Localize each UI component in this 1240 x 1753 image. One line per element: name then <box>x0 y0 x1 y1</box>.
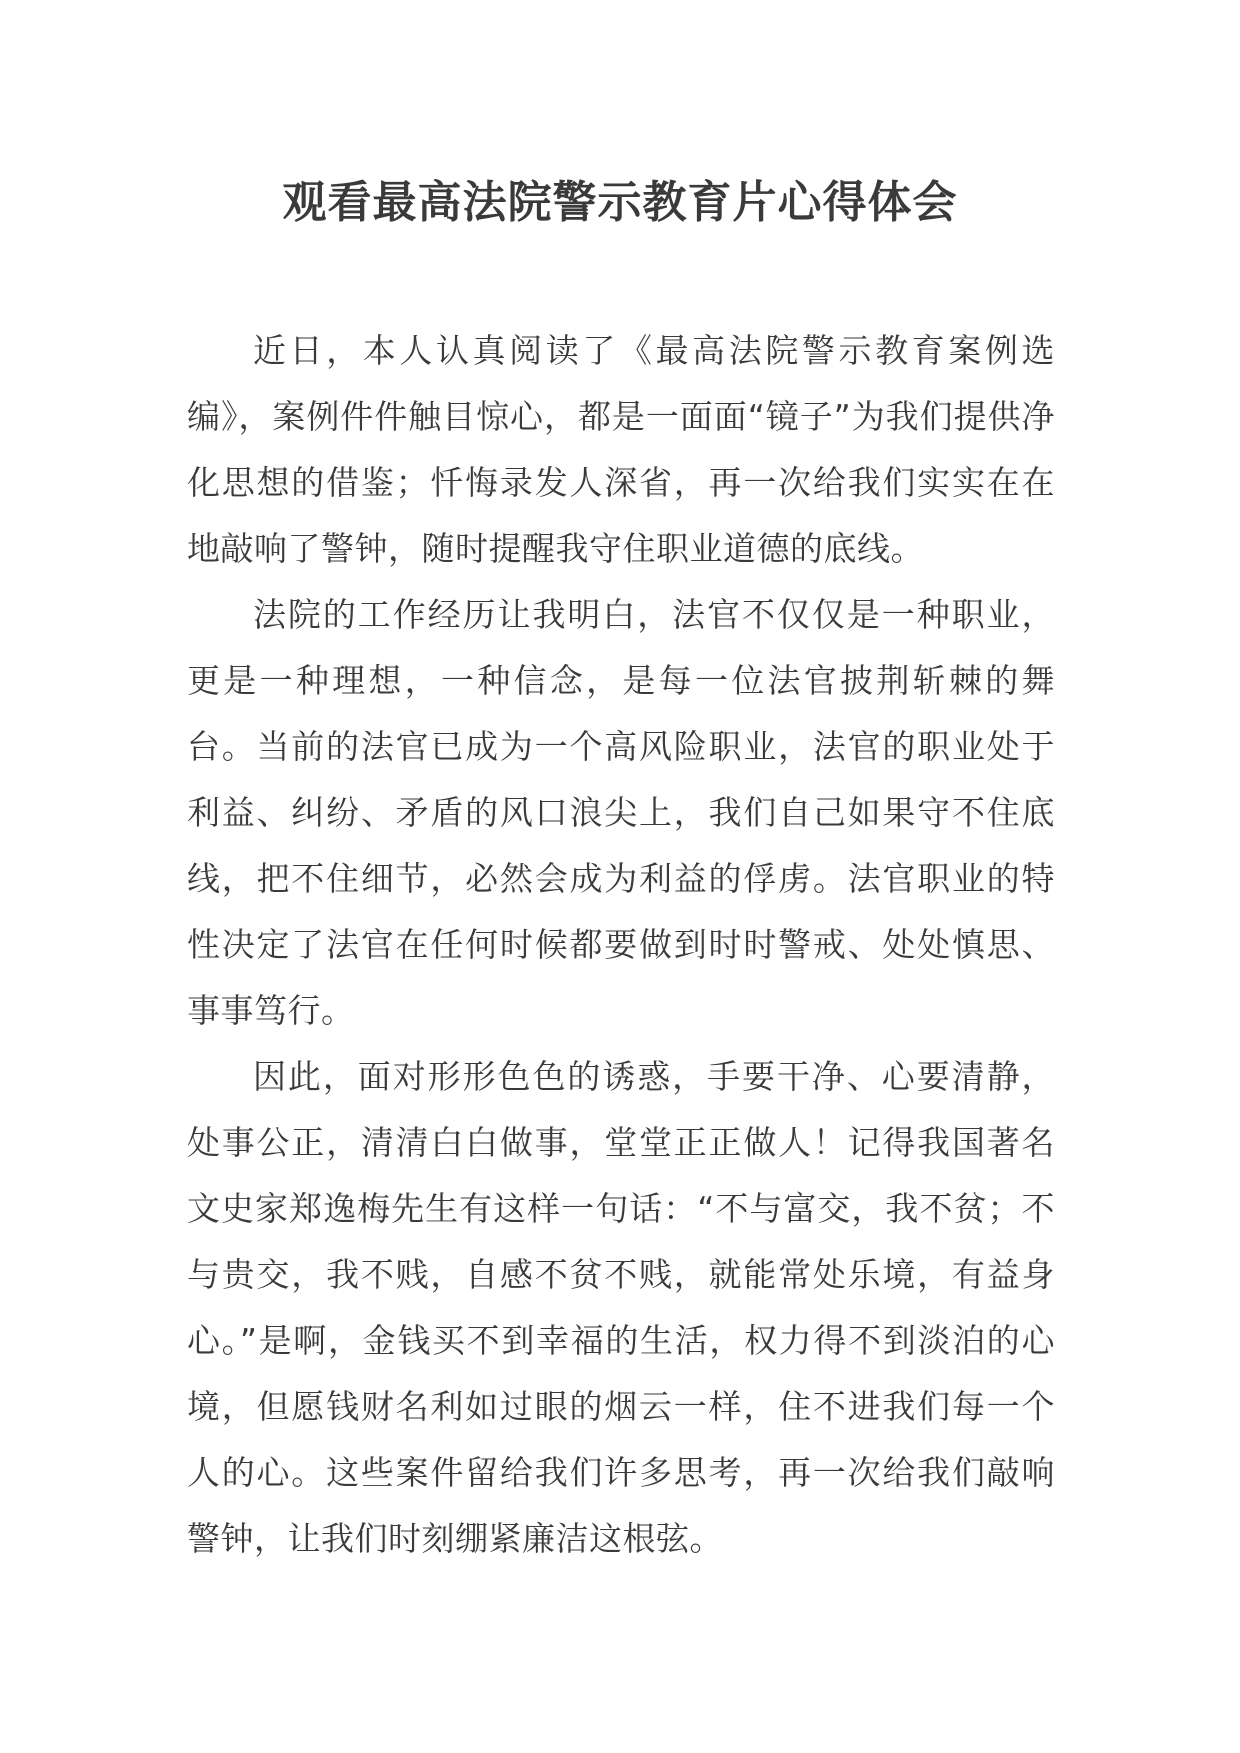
paragraph-2: 法院的工作经历让我明白，法官不仅仅是一种职业，更是一种理想，一种信念，是每一位法官披荆斩棘的舞台。当前的法官已成为一个高风险职业，法官的职业处于利益、纠纷、矛盾的风口浪尖上，我们自己如果守不住底线，把不住细节，必然会成为利益的俘虏。法官职业的特性决定了法官在任何时候都要做到时时警戒、处处慎思、事事笃行。 <box>187 595 1055 1030</box>
paragraph-3: 因此，面对形形色色的诱惑，手要干净、心要清静，处事公正，清清白白做事，堂堂正正做人！记得我国著名文史家郑逸梅先生有这样一句话：“不与富交，我不贫；不与贵交，我不贱，自感不贫不贱，就能常处乐境，有益身心。”是啊，金钱买不到幸福的生活，权力得不到淡泊的心境，但愿钱财名利如过眼的烟云一样，住不进我们每一个人的心。这些案件留给我们许多思考，再一次给我们敲响警钟，让我们时刻绷紧廉洁这根弦。 <box>187 1057 1055 1558</box>
page-title: 观看最高法院警示教育片心得体会 <box>282 177 958 228</box>
document-body <box>187 318 1055 1572</box>
paragraph-1: 近日，本人认真阅读了《最高法院警示教育案例选编》，案例件件触目惊心，都是一面面“镜子”为我们提供净化思想的借鉴；忏悔录发人深省，再一次给我们实实在在地敲响了警钟，随时提醒我守住职业道德的底线。 <box>187 331 1055 568</box>
